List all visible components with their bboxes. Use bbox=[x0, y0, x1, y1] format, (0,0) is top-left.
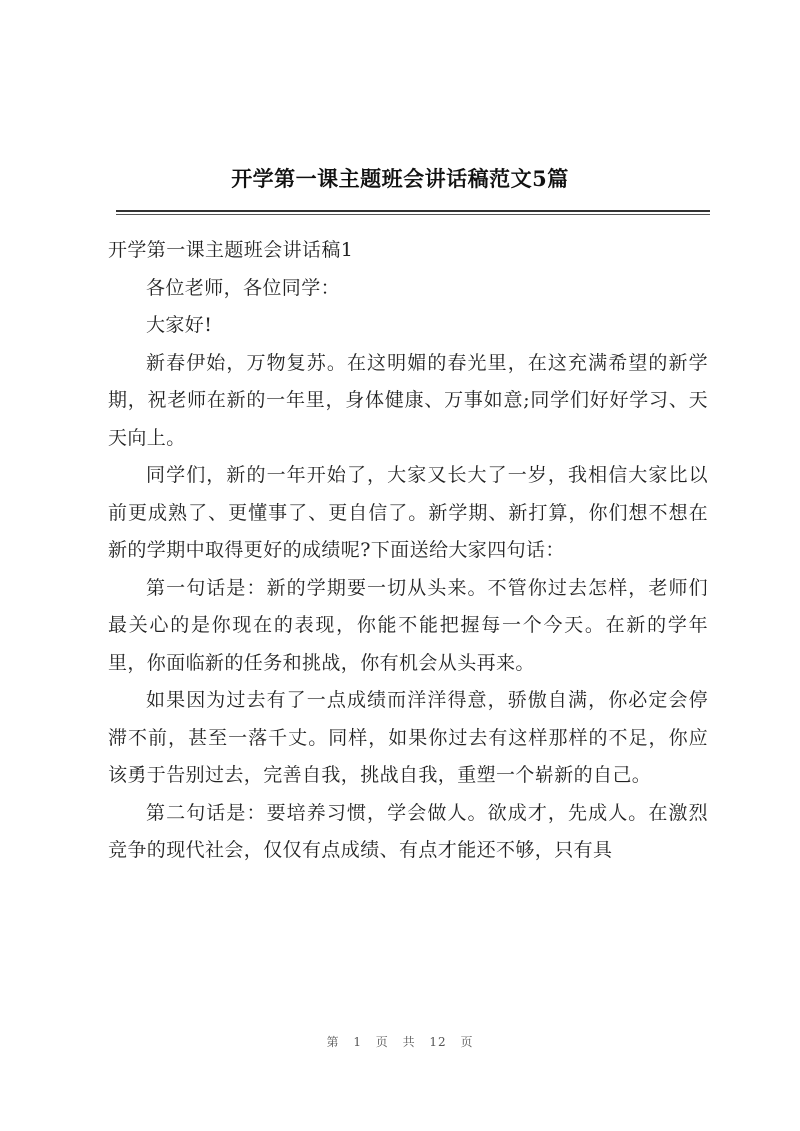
title-divider-thin bbox=[116, 214, 710, 215]
paragraph: 第二句话是：要培养习惯，学会做人。欲成才，先成人。在激烈竞争的现代社会，仅仅有点成绩、有点才能还不够，只有具 bbox=[108, 801, 708, 861]
section-heading: 开学第一课主题班会讲话稿1 bbox=[108, 239, 354, 261]
paragraph: 新春伊始，万物复苏。在这明媚的春光里，在这充满希望的新学期，祝老师在新的一年里，身体健康、万事如意;同学们好好学习、天天向上。 bbox=[108, 351, 708, 449]
document-title: 开学第一课主题班会讲话稿范文5篇 bbox=[231, 166, 569, 191]
document-body bbox=[108, 232, 708, 870]
paragraph-salutation: 各位老师，各位同学： bbox=[146, 276, 341, 299]
paragraph: 同学们，新的一年开始了，大家又长大了一岁，我相信大家比以前更成熟了、更懂事了、更自信了。新学期、新打算，你们想不想在新的学期中取得更好的成绩呢?下面送给大家四句话： bbox=[108, 464, 708, 561]
title-divider bbox=[116, 210, 710, 212]
paragraph-greeting: 大家好! bbox=[146, 314, 213, 336]
page-number-footer: 第 1 页 共 12 页 bbox=[326, 1035, 474, 1049]
paragraph: 如果因为过去有了一点成绩而洋洋得意，骄傲自满，你必定会停滞不前，甚至一落千丈。同样，如果你过去有这样那样的不足，你应该勇于告别过去，完善自我，挑战自我，重塑一个崭新的自己。 bbox=[108, 689, 708, 786]
paragraph: 第一句话是：新的学期要一切从头来。不管你过去怎样，老师们最关心的是你现在的表现，你能不能把握每一个今天。在新的学年里，你面临新的任务和挑战，你有机会从头再来。 bbox=[108, 576, 708, 674]
